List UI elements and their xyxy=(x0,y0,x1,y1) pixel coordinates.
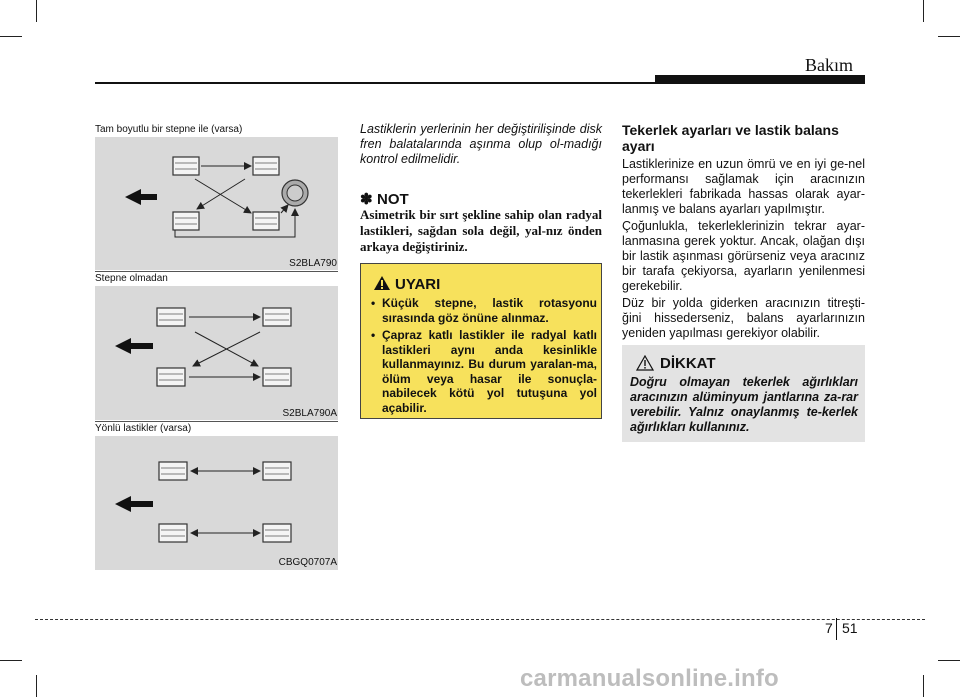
figure-code: CBGQ0707A xyxy=(278,557,337,568)
page-number-divider xyxy=(836,618,837,640)
body-paragraph: Düz bir yolda giderken aracınızın titreşti-ğini hissederseniz, balans ayarlarınızın yeniden yapılması gerekiyor olabilir. xyxy=(622,296,865,340)
caution-text: Doğru olmayan tekerlek ağırlıkları aracınızın alüminyum jantlarına za-rar verebilir. Yalnız onaylanmış te-kerlek ağırlıkları kullanınız. xyxy=(630,375,858,434)
figure-code: S2BLA790A xyxy=(282,408,337,419)
front-direction-arrow xyxy=(125,189,157,205)
warning-title: UYARI xyxy=(395,276,441,293)
page-number: 51 xyxy=(842,620,858,636)
rotation-diagram xyxy=(95,137,338,270)
footer-divider xyxy=(35,619,925,620)
figure-rotation-with-spare xyxy=(95,137,338,270)
figure-code: S2BLA790 xyxy=(289,258,337,269)
chapter-number: 7 xyxy=(825,620,833,636)
warning-icon xyxy=(373,275,391,291)
caution-title: DİKKAT xyxy=(660,355,716,372)
warning-item: • Çapraz katlı lastikler ile radyal katlı lastikleri aynı anda kesinlikle kullanmayınız. Bu durum yaralan-ma, ölüm veya hasar ile sonuçla-nabilecek kötü yol tutuşuna yol açabilir. xyxy=(369,328,597,415)
figure-rotation-without-spare xyxy=(95,286,338,420)
crop-mark xyxy=(36,675,37,697)
warning-item: • Küçük stepne, lastik rotasyonu sırasında göz önüne alınmaz. xyxy=(369,296,597,325)
note-title: NOT xyxy=(377,191,409,208)
header-bar xyxy=(655,75,865,84)
warning-list xyxy=(369,296,597,418)
caution-box xyxy=(622,345,865,442)
body-paragraph: Lastiklerinize en uzun ömrü ve en iyi ge-nel performansı sağlamak için aracınızın tekerlekleri fabrikada hassas olarak ayar-lanmış ve balans ayarları yapılmıştır. xyxy=(622,157,865,216)
crop-mark xyxy=(938,36,960,37)
caution-icon xyxy=(636,355,654,371)
note-text: Asimetrik bir sırt şekline sahip olan radyal lastikleri, sağdan sola değil, yal-nız önden arkaya değiştiriniz. xyxy=(360,207,602,254)
figure-label: Tam boyutlu bir stepne ile (varsa) xyxy=(95,124,243,135)
section-title: Bakım xyxy=(805,55,853,75)
intro-paragraph: Lastiklerin yerlerinin her değiştirilişinde disk fren balatalarında aşınma olup ol-madığı kontrol edilmelidir. xyxy=(360,122,602,166)
body-paragraph: Çoğunlukla, tekerleklerinizin tekrar ayar-lanmasına gerek yoktur. Ancak, olağan dışı bir lastik aşınması görürseniz veya aracınız bir tarafa çekiyorsa, ayarların yenilenmesi gerekebilir. xyxy=(622,219,865,293)
note-symbol: ✽ xyxy=(360,191,373,208)
crop-mark xyxy=(0,660,22,661)
figure-label: Stepne olmadan xyxy=(95,273,168,284)
front-direction-arrow xyxy=(115,496,153,512)
figure-divider xyxy=(95,271,338,272)
front-direction-arrow xyxy=(115,338,153,354)
crop-mark xyxy=(36,0,37,22)
crop-mark xyxy=(923,0,924,22)
rotation-diagram xyxy=(95,436,338,570)
watermark: carmanualsonline.info xyxy=(520,665,779,692)
body-text xyxy=(622,157,865,343)
crop-mark xyxy=(938,660,960,661)
rotation-diagram xyxy=(95,286,338,420)
warning-box xyxy=(360,263,602,419)
crop-mark xyxy=(923,675,924,697)
figure-divider xyxy=(95,421,338,422)
section-heading: Tekerlek ayarları ve lastik balans ayarı xyxy=(622,122,839,154)
figure-rotation-directional xyxy=(95,436,338,570)
crop-mark xyxy=(0,36,22,37)
figure-label: Yönlü lastikler (varsa) xyxy=(95,423,192,434)
